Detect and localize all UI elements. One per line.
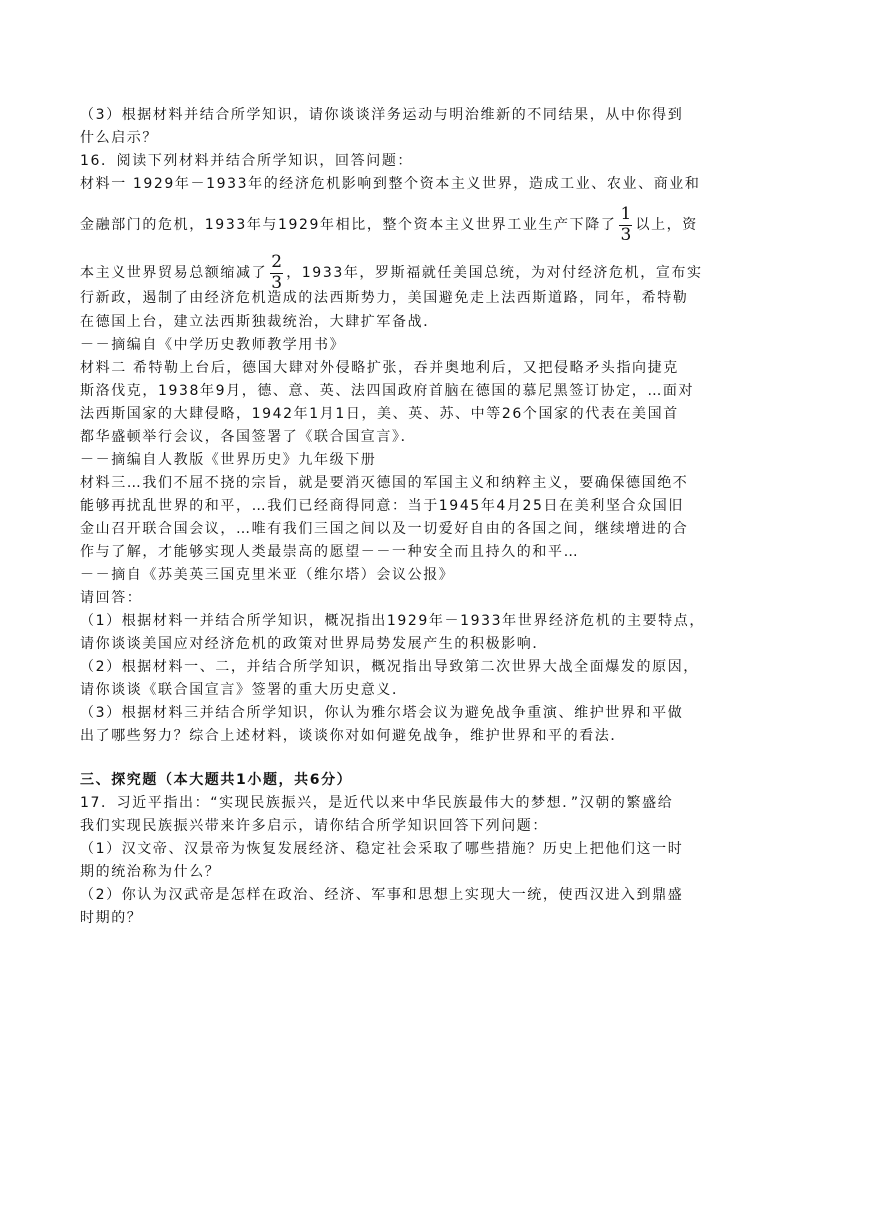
- material1-line2: [80, 206, 698, 244]
- material2-line4: 都华盛顿举行会议，各国签署了《联合国宣言》．: [80, 429, 417, 445]
- q16-intro: 16．阅读下列材料并结合所学知识，回答问题：: [80, 153, 414, 169]
- fraction-denominator: 3: [271, 273, 283, 293]
- material2-line1: 材料二 希特勒上台后，德国大肆对外侵略扩张，吞并奥地利后，又把侵略矛头指向捷克: [80, 360, 679, 376]
- q15-part3-line2: 什么启示？: [80, 130, 158, 146]
- material1-line3-text-a: 本主义世界贸易总额缩减了: [80, 265, 268, 281]
- fraction-two-thirds: [270, 254, 283, 292]
- fraction-denominator: 3: [620, 225, 632, 245]
- fraction-numerator: 1: [620, 204, 632, 224]
- q16-part1-line2: 请你谈谈美国应对经济危机的政策对世界局势发展产生的积极影响．: [80, 636, 548, 652]
- material2-line2: 斯洛伐克，1938年9月，德、意、英、法四国政府首脑在德国的慕尼黑签订协定，…面对: [80, 383, 695, 399]
- material2-source: －－摘编自人教版《世界历史》九年级下册: [80, 452, 377, 468]
- q15-part3-line1: （3）根据材料并结合所学知识，请你谈谈洋务运动与明治维新的不同结果，从中你得到: [80, 107, 684, 123]
- q16-part2-line1: （2）根据材料一、二，并结合所学知识，概况指出导致第二次世界大战全面爆发的原因，: [80, 659, 699, 675]
- material1-line3-text-b: ，1933年，罗斯福就任美国总统，为对付经济危机，宣布实: [286, 265, 703, 281]
- q16-part2-line2: 请你谈谈《联合国宣言》签署的重大历史意义．: [80, 682, 408, 698]
- material3-line4: 作与了解，才能够实现人类最崇高的愿望－－一种安全而且持久的和平…: [80, 544, 580, 560]
- q17-line1: 17．习近平指出：“实现民族振兴，是近代以来中华民族最伟大的梦想．”汉朝的繁盛给: [80, 795, 674, 811]
- q17-part1-line2: 期的统治称为什么？: [80, 864, 221, 880]
- q16-part3-line1: （3）根据材料三并结合所学知识，你认为雅尔塔会议为避免战争重演、维护世界和平做: [80, 705, 684, 721]
- material3-source: －－摘自《苏美英三国克里米亚（维尔塔）会议公报》: [80, 567, 455, 583]
- material1-source: －－摘编自《中学历史教师教学用书》: [80, 337, 346, 353]
- q16-part1-line1: （1）根据材料一并结合所学知识，概况指出1929年－1933年世界经济危机的主要特点，: [80, 613, 705, 629]
- material1-line5: 在德国上台，建立法西斯独裁统治，大肆扩军备战．: [80, 314, 439, 330]
- q17-part2-line2: 时期的？: [80, 910, 143, 926]
- q17-part1-line1: （1）汉文帝、汉景帝为恢复发展经济、稳定社会采取了哪些措施？历史上把他们这一时: [80, 841, 684, 857]
- material3-line2: 能够再扰乱世界的和平，…我们已经商得同意：当于1945年4月25日在美利坚合众国旧: [80, 498, 684, 514]
- q17-line2: 我们实现民族振兴带来许多启示，请你结合所学知识回答下列问题：: [80, 818, 548, 834]
- section3-heading: 三、探究题（本大题共1小题，共6分）: [80, 772, 353, 788]
- q16-part3-line2: 出了哪些努力？综合上述材料，谈谈你对如何避免战争，维护世界和平的看法．: [80, 728, 626, 744]
- material1-line2-text-b: 以上，资: [635, 217, 698, 233]
- material3-line3: 金山召开联合国会议，…唯有我们三国之间以及一切爱好自由的各国之间，继续增进的合: [80, 521, 689, 537]
- material1-line4: 行新政，遏制了由经济危机造成的法西斯势力，美国避免走上法西斯道路，同年，希特勒: [80, 290, 689, 306]
- material3-line1: 材料三…我们不屈不挠的宗旨，就是要消灭德国的军国主义和纳粹主义，要确保德国绝不: [80, 475, 689, 491]
- fraction-one-third: [619, 206, 632, 244]
- q17-part2-line1: （2）你认为汉武帝是怎样在政治、经济、军事和思想上实现大一统，使西汉进入到鼎盛: [80, 887, 684, 903]
- material1-line3: [80, 254, 703, 292]
- material1-line1: 材料一 1929年－1933年的经济危机影响到整个资本主义世界，造成工业、农业、商业和: [80, 176, 701, 192]
- fraction-numerator: 2: [271, 252, 283, 272]
- material1-line2-text-a: 金融部门的危机，1933年与1929年相比，整个资本主义世界工业生产下降了: [80, 217, 617, 233]
- material2-line3: 法西斯国家的大肆侵略，1942年1月1日，美、英、苏、中等26个国家的代表在美国首: [80, 406, 679, 422]
- answer-prompt: 请回答：: [80, 590, 143, 606]
